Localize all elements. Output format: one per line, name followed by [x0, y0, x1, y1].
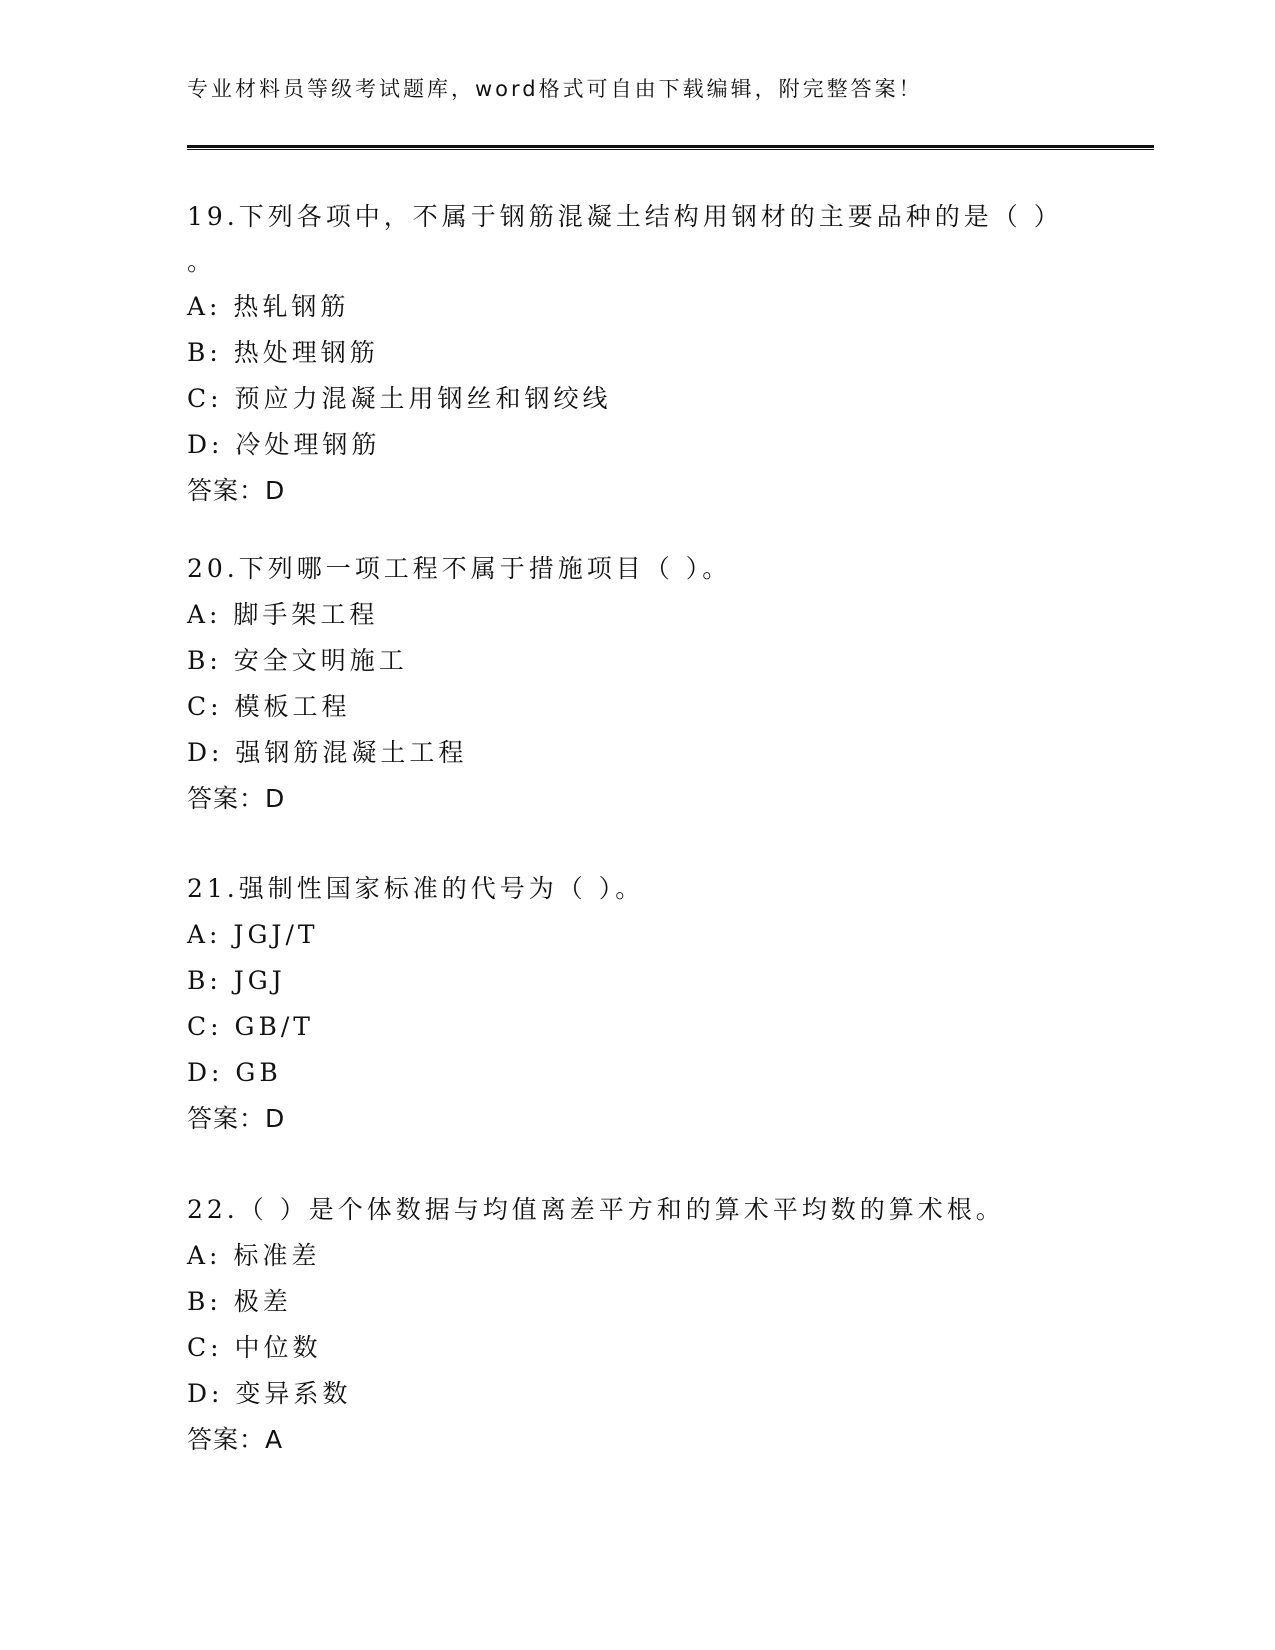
option-d: D: 强钢筋混凝土工程: [187, 738, 468, 767]
question-stem: 21.强制性国家标准的代号为（ ）。: [187, 874, 645, 903]
page-header: 专业材料员等级考试题库，word格式可自由下载编辑，附完整答案！: [187, 77, 923, 101]
option-c: C: 中位数: [187, 1333, 322, 1362]
answer: 答案：D: [187, 476, 286, 505]
option-a: A: JGJ/T: [187, 920, 319, 949]
option-d: D: 冷处理钢筋: [187, 430, 381, 459]
option-b: B: JGJ: [187, 966, 286, 995]
option-a: A: 标准差: [187, 1241, 321, 1270]
option-c: C: 模板工程: [187, 692, 351, 721]
answer: 答案：D: [187, 1104, 286, 1133]
option-c: C: 预应力混凝土用钢丝和钢绞线: [187, 384, 612, 413]
answer: 答案：D: [187, 784, 286, 813]
question-stem: 20.下列哪一项工程不属于措施项目（ ）。: [187, 554, 732, 583]
question-20: [187, 546, 1087, 822]
question-stem: 19.下列各项中，不属于钢筋混凝土结构用钢材的主要品种的是（ ）: [187, 202, 1063, 231]
option-b: B: 热处理钢筋: [187, 338, 379, 367]
option-d: D: 变异系数: [187, 1379, 352, 1408]
option-c: C: GB/T: [187, 1012, 314, 1041]
question-stem: 22.（ ）是个体数据与均值离差平方和的算术平均数的算术根。: [187, 1195, 1005, 1224]
option-d: D: GB: [187, 1058, 282, 1087]
answer: 答案：A: [187, 1425, 284, 1454]
question-19: [187, 194, 1087, 514]
header-divider: [187, 145, 1154, 150]
option-a: A: 热轧钢筋: [187, 292, 350, 321]
option-b: B: 安全文明施工: [187, 646, 408, 675]
question-22: [187, 1187, 1087, 1463]
question-stem-continuation: 。: [187, 247, 213, 276]
question-21: [187, 866, 1087, 1142]
option-a: A: 脚手架工程: [187, 600, 379, 629]
option-b: B: 极差: [187, 1287, 292, 1316]
